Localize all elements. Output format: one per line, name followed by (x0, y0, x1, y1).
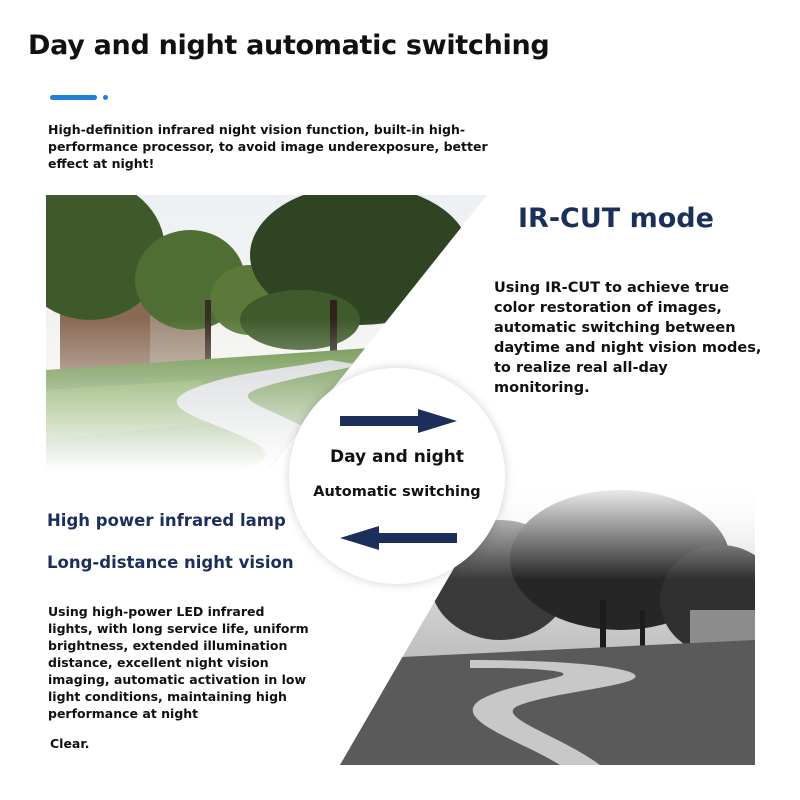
ir-cut-title: IR-CUT mode (518, 203, 714, 234)
lamp-subtitle: Long-distance night vision (47, 553, 294, 572)
center-badge-line2: Automatic switching (313, 484, 481, 500)
lamp-title: High power infrared lamp (47, 511, 286, 530)
center-badge-line1: Day and night (329, 447, 465, 467)
clear-note: Clear. (50, 736, 90, 751)
ir-cut-description: Using IR-CUT to achieve true color restoration of images, automatic switching between daytime and night vision modes, to realize real all-day monitoring. (494, 280, 762, 396)
center-badge (289, 368, 505, 584)
intro-text: High-definition infrared night vision function, built-in high-performance processor, to avoid image underexposure, better effect at night! (48, 122, 488, 171)
lamp-description: Using high-power LED infrared lights, with long service life, uniform brightness, extended illumination distance, excellent night vision imaging, automatic activation in low light conditions, maintaining high performance at night (48, 604, 309, 721)
page-title: Day and night automatic switching (28, 30, 550, 61)
